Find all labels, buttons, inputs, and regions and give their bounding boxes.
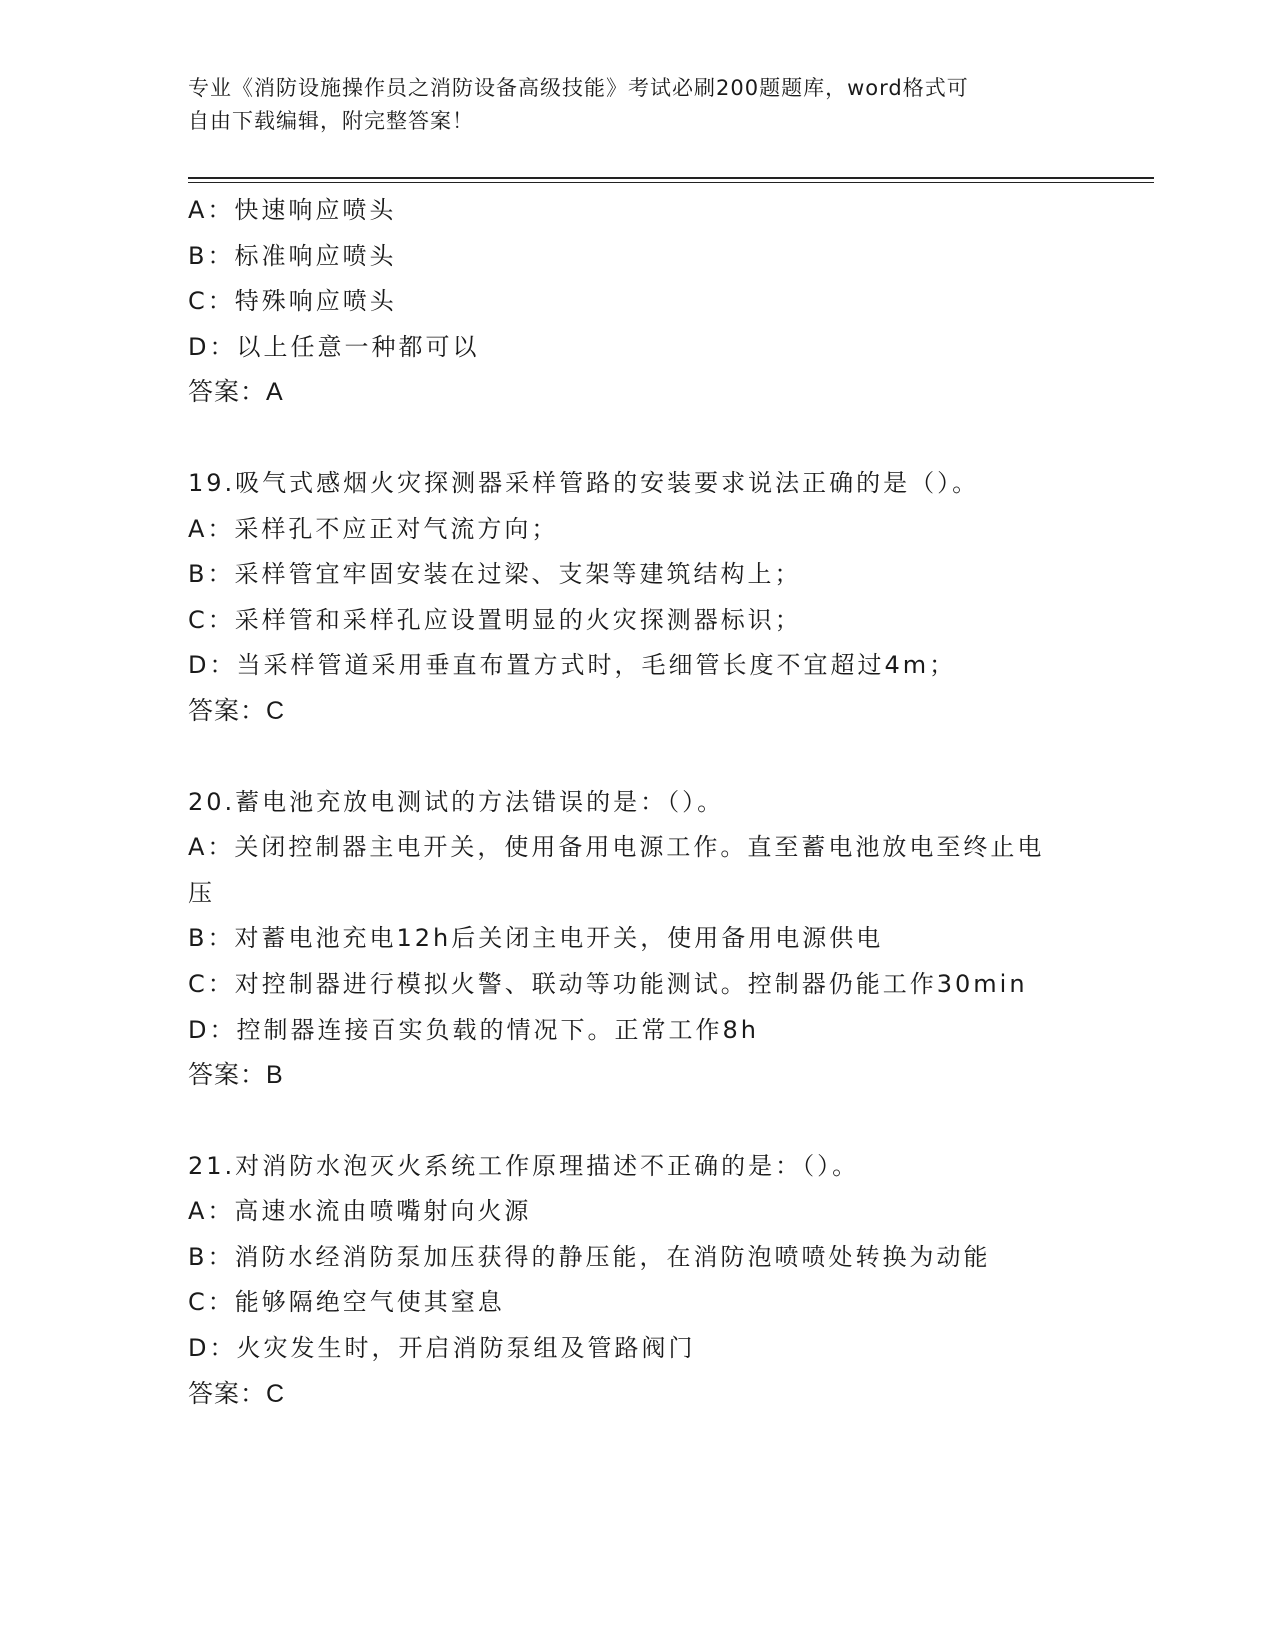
option-d: D：以上任意一种都可以 bbox=[188, 332, 480, 361]
option-b: B：消防水经消防泵加压获得的静压能，在消防泡喷喷处转换为动能 bbox=[188, 1242, 991, 1271]
option-c: C：特殊响应喷头 bbox=[188, 287, 397, 316]
option-b: B：采样管宜牢固安装在过梁、支架等建筑结构上； bbox=[188, 560, 802, 589]
block-spacer bbox=[188, 1099, 1088, 1144]
answer-line: 答案：C bbox=[188, 1379, 286, 1408]
question-block-19 bbox=[188, 461, 1088, 735]
answer-line: 答案：A bbox=[188, 378, 284, 407]
page-header bbox=[188, 72, 1078, 138]
option-b: B：标准响应喷头 bbox=[188, 241, 397, 270]
option-c: C：采样管和采样孔应设置明显的火灾探测器标识； bbox=[188, 605, 802, 634]
answer-line: 答案：B bbox=[188, 1061, 284, 1090]
question-text: 19.吸气式感烟火灾探测器采样管路的安装要求说法正确的是（）。 bbox=[188, 468, 980, 497]
option-a: A：关闭控制器主电开关，使用备用电源工作。直至蓄电池放电至终止电压 bbox=[188, 833, 1045, 907]
option-d: D：火灾发生时，开启消防泵组及管路阀门 bbox=[188, 1334, 696, 1363]
question-text: 21.对消防水泡灭火系统工作原理描述不正确的是：（）。 bbox=[188, 1151, 860, 1180]
option-b: B：对蓄电池充电12h后关闭主电开关，使用备用电源供电 bbox=[188, 924, 884, 953]
block-spacer bbox=[188, 735, 1088, 780]
option-a: A：高速水流由喷嘴射向火源 bbox=[188, 1197, 532, 1226]
block-spacer bbox=[188, 416, 1088, 461]
question-block-21 bbox=[188, 1144, 1088, 1418]
question-list bbox=[188, 188, 1088, 1417]
header-divider bbox=[188, 177, 1154, 183]
header-line-2: 自由下载编辑，附完整答案！ bbox=[188, 109, 474, 133]
option-a: A：快速响应喷头 bbox=[188, 196, 397, 224]
option-d: D：当采样管道采用垂直布置方式时，毛细管长度不宜超过4m； bbox=[188, 651, 957, 680]
question-block-20 bbox=[188, 780, 1088, 1099]
option-d: D：控制器连接百实负载的情况下。正常工作8h bbox=[188, 1015, 759, 1044]
option-c: C：能够隔绝空气使其窒息 bbox=[188, 1288, 505, 1317]
question-text: 20.蓄电池充放电测试的方法错误的是：（）。 bbox=[188, 787, 725, 816]
option-c: C：对控制器进行模拟火警、联动等功能测试。控制器仍能工作30min bbox=[188, 969, 1028, 998]
header-line-1: 专业《消防设施操作员之消防设备高级技能》考试必刷200题题库，word格式可 bbox=[188, 76, 969, 100]
answer-line: 答案：C bbox=[188, 696, 286, 725]
question-block-18 bbox=[188, 188, 1088, 416]
option-a: A：采样孔不应正对气流方向； bbox=[188, 514, 559, 543]
